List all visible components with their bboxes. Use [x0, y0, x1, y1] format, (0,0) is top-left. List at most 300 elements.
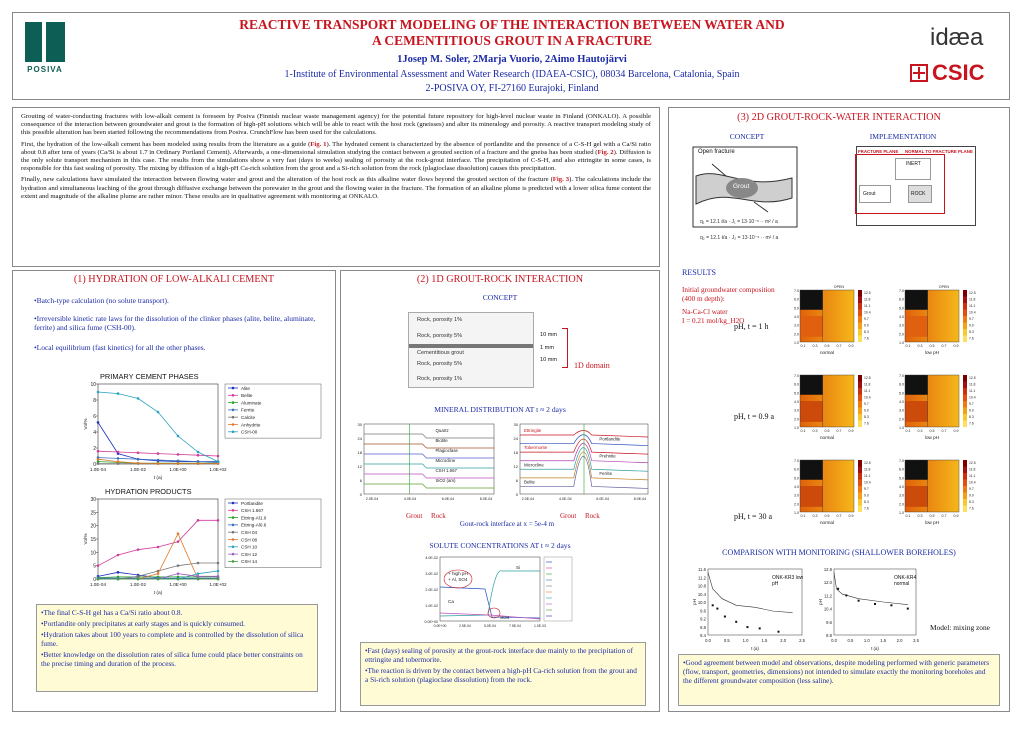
colorbar-label: 11.8	[969, 297, 976, 302]
y-tick-label: 0	[359, 492, 362, 497]
intro-panel	[12, 107, 660, 267]
data-point	[217, 460, 220, 463]
inert-region	[800, 290, 823, 310]
results-label: RESULTS	[682, 268, 716, 277]
y-tick-label: 6.0	[899, 382, 904, 387]
ph-map-3-1	[790, 452, 878, 532]
x-tick-label: 8.0E-04	[633, 497, 647, 501]
mon1-label: ONK-KR3 low pH	[772, 575, 804, 587]
y-tick-label: 5.0	[794, 306, 799, 311]
data-point	[217, 519, 220, 522]
data-point	[97, 450, 100, 453]
y-tick-label: 9.2	[700, 616, 706, 622]
layer-rock-5b: Rock, porosity 5%	[417, 361, 463, 367]
x-tick-label: 5.0E-04	[484, 624, 496, 628]
x-tick-label: 2.0E-04	[521, 497, 535, 501]
chart1-title: PRIMARY CEMENT PHASES	[100, 372, 199, 381]
data-point	[197, 454, 200, 457]
y-tick-label: 4.0	[794, 400, 799, 404]
section2-concept-label: CONCEPT	[482, 293, 518, 302]
affiliation-1: 1-Institute of Environmental Assessment and Water Research (IDAEA-CSIC), 08034 Barcelona, Catalonia, Spain	[284, 69, 740, 80]
impl-red-frame	[855, 154, 945, 214]
colorbar-cell	[963, 329, 967, 336]
x-tick-label: 0.0E+00	[433, 624, 447, 628]
initial-gw-label: Initial groundwater composition (400 m depth):	[682, 286, 775, 303]
data-point	[137, 452, 140, 455]
colorbar-label: 10.4	[864, 395, 871, 400]
legend-marker	[232, 546, 235, 549]
time-label-2: pH, t = 0.9 a	[734, 412, 775, 421]
impl-grout-label: Grout	[863, 191, 876, 197]
section1-note-2: •Portlandite only precipitates at early stages and is quickly consumed.	[41, 619, 245, 628]
model-label: Model: mixing zone	[930, 623, 990, 632]
y-tick-label: 30	[513, 422, 518, 427]
observation-point	[759, 627, 761, 629]
chart-primary-cement	[82, 380, 322, 482]
colorbar-label: 9.0	[969, 323, 974, 328]
x-tick-label: 0.3	[917, 344, 923, 348]
colorbar-cell	[858, 388, 862, 395]
data-point	[217, 562, 220, 565]
colorbar-label: 10.4	[969, 480, 976, 485]
intro-paragraph-3: Finally, new calculations have simulated the interaction between flowing water and grout and the alteration of the host rock as this alkaline water flows beyond the grouted section of the fracture (Fig. 3). The calculations include the hydration and simultaneous leaching of the grout through diffusive exchange between the porewater in the grout and the flowing water in the fracture. The formation of an alkaline plume is predicted with a lower silica fume content the extent and magnitude of the alkaline plume are rather minor. These results are in qualitative agreement with monitoring at ONKALO.	[21, 176, 651, 200]
grout-region	[800, 316, 823, 337]
inert-region	[800, 460, 823, 480]
grout-region	[800, 486, 823, 507]
y-tick-label: 1.0E-02	[425, 604, 438, 608]
colorbar-label: 8.3	[864, 415, 869, 419]
data-point	[217, 575, 220, 578]
x-tick-label: 0.5	[929, 344, 935, 348]
y-tick-label: 2.0	[794, 332, 799, 337]
colorbar-label: 8.3	[864, 500, 869, 504]
data-point	[157, 459, 160, 462]
x-tick-label: 0.3	[812, 514, 818, 518]
section1-note-1: •The final C-S-H gel has a Ca/Si ratio about 0.8.	[41, 608, 183, 617]
legend-marker	[232, 431, 235, 434]
ph-map-3-2	[895, 452, 983, 532]
authors: 1Josep M. Soler, 2Marja Vuorio, 2Aimo Hautojärvi	[397, 54, 627, 65]
legend-marker	[232, 502, 235, 505]
x-tick-label: 0.1	[905, 429, 911, 433]
csic-emblem-icon	[910, 64, 928, 82]
colorbar-cell	[963, 486, 967, 493]
x-tick-label: 0.5	[929, 514, 935, 518]
colorbar-label: 11.8	[864, 467, 871, 472]
y-tick-label: 4.0	[794, 315, 799, 319]
colorbar-cell	[858, 323, 862, 330]
data-point	[157, 462, 160, 465]
data-point	[137, 462, 140, 465]
colorbar-label: 8.3	[969, 330, 974, 334]
data-point	[97, 564, 100, 567]
colorbar-label: 7.6	[864, 421, 869, 426]
curve-label: Portlandite	[599, 436, 621, 442]
colorbar-cell	[858, 375, 862, 382]
legend-label: Belite	[241, 393, 253, 399]
x-tick-label: 0.9	[953, 344, 959, 348]
column-label: normal	[819, 350, 835, 355]
chart-hydration-products	[82, 495, 322, 597]
y-tick-label: 3.0E-02	[425, 572, 438, 576]
impl-rock-label: ROCK	[911, 191, 926, 197]
intro-paragraph-1: Grouting of water-conducting fractures with low-alkali cement is foreseen by Posiva (Finnish nuclear waste management agency) for the potential future repository for high-level nuclear waste in Finland (ONKALO). A possible consequence of the interaction between groundwater and grout is the formation of high-pH solutions which will be able to react with the host rock (gneisses) and alter its mineralogy and porosity. A reactive transport modeling study of this possible alteration has been started following the recommendations from Posiva. CrunchFlow has been used for the calculations.	[21, 113, 651, 137]
colorbar-cell	[858, 499, 862, 506]
y-tick-label: 8.8	[700, 624, 706, 630]
colorbar-cell	[963, 414, 967, 421]
y-tick-label: 30	[357, 422, 362, 427]
x-tick-label: 7.5E-04	[509, 624, 521, 628]
colorbar-cell	[963, 401, 967, 408]
dim-top: 10 mm	[540, 332, 558, 338]
domain-label: 1D domain	[574, 361, 610, 370]
data-point	[177, 460, 180, 463]
y-tick-label: 7.0	[794, 459, 799, 463]
section3-note	[678, 654, 1000, 706]
colorbar-cell	[963, 499, 967, 506]
colorbar-label: 7.6	[969, 506, 974, 511]
data-point	[177, 462, 180, 465]
x-tick-label: 2.5E-04	[459, 624, 471, 628]
data-point	[217, 570, 220, 573]
legend-marker	[232, 509, 235, 512]
data-point	[197, 575, 200, 578]
colorbar-cell	[963, 375, 967, 382]
colorbar-cell	[963, 460, 967, 467]
legend-marker	[232, 524, 235, 527]
x-tick-label: 0.5	[824, 514, 830, 518]
x-tick-label: 0.7	[836, 514, 842, 518]
column-label: normal	[819, 520, 835, 525]
x-tick-label: 2.0E-04	[365, 497, 379, 501]
data-point	[137, 548, 140, 551]
colorbar-cell	[858, 329, 862, 336]
colorbar-label: 8.3	[969, 500, 974, 504]
y-tick-label: 0	[93, 462, 96, 468]
y-tick-label: 8.4	[700, 633, 706, 638]
data-point	[97, 458, 100, 461]
layer-grout: Cementitious grout	[417, 350, 464, 356]
colorbar-cell	[858, 290, 862, 297]
colorbar-cell	[963, 290, 967, 297]
y-tick-label: 5.0	[899, 306, 904, 311]
x-tick-label: 4.0E-04	[559, 497, 572, 501]
data-point	[177, 540, 180, 543]
y-tick-label: 18	[513, 450, 518, 455]
colorbar-label: 9.7	[969, 317, 974, 321]
y-tick-label: 6	[515, 478, 518, 483]
x-tick-label: 0.0	[705, 638, 711, 643]
legend-label: CSH 12	[241, 551, 258, 557]
legend-marker	[232, 416, 235, 419]
x-tick-label: 1.0E-04	[89, 467, 107, 472]
data-point	[197, 519, 200, 522]
y-tick-label: 1.0	[899, 511, 904, 515]
colorbar-label: 7.6	[969, 421, 974, 426]
data-point	[117, 451, 120, 454]
section2-notes	[360, 642, 646, 706]
y-tick-label: 3.0	[794, 408, 799, 413]
colorbar-cell	[858, 408, 862, 415]
mineral-chart-right	[506, 420, 654, 508]
colorbar-cell	[963, 303, 967, 310]
grout-label-2: Grout	[560, 512, 577, 520]
colorbar-label: 10.4	[969, 310, 976, 315]
y-tick-label: 11.6	[698, 567, 706, 572]
plot-frame	[440, 557, 540, 621]
mineral-chart-left	[350, 420, 500, 508]
fig3-ref: Fig. 3	[552, 176, 570, 184]
y-tick-label: 2.0	[899, 332, 904, 337]
layer-rock-1b: Rock, porosity 1%	[417, 376, 463, 382]
y-tick-label: 5.0	[899, 391, 904, 396]
colorbar-cell	[963, 382, 967, 389]
x-tick-label: 8.0E-04	[479, 497, 493, 501]
x-tick-label: 0.7	[941, 429, 947, 433]
data-point	[177, 453, 180, 456]
x-tick-label: 0.1	[905, 514, 911, 518]
x-tick-label: 0.9	[953, 429, 959, 433]
legend-marker	[232, 553, 235, 556]
x-tick-label: 0.5	[847, 638, 854, 643]
colorbar-cell	[858, 336, 862, 343]
legend-marker	[232, 394, 235, 397]
inert-region	[905, 375, 928, 395]
curve-label: CSH 1.667	[435, 468, 457, 473]
colorbar-label: 12.5	[864, 461, 871, 465]
x-tick-label: 1.0E+00	[169, 467, 187, 472]
rock-label-2: Rock	[585, 512, 600, 520]
x-tick-label: 4.0E-04	[403, 497, 417, 501]
colorbar-label: 11.1	[864, 474, 871, 478]
y-tick-label: 3.0	[794, 493, 799, 498]
section3-note-1: •Good agreement between model and observations, despite modeling performed with generic parameters (flow, transport, geometries, dimensions) not intended to simulate exactly the monitoring boreholes and the different groundwater composition (less saline).	[683, 658, 990, 685]
section2-title: (2) 1D GROUT-ROCK INTERACTION	[416, 274, 584, 285]
colorbar-label: 9.7	[969, 487, 974, 491]
data-point	[177, 532, 180, 535]
data-point	[157, 572, 160, 575]
dim-bottom: 10 mm	[540, 357, 558, 363]
impl-inert-label: INERT	[906, 161, 921, 167]
x-tick-label: 1.0E-03	[534, 624, 546, 628]
plot-frame	[364, 424, 494, 494]
x-tick-label: 0.3	[917, 429, 923, 433]
colorbar-label: 12.5	[969, 376, 976, 380]
legend-label: Calcite	[241, 415, 256, 420]
colorbar-label: 11.1	[864, 389, 871, 393]
curve-label: Ettringite	[524, 428, 542, 433]
y-tick-label: 5	[93, 563, 96, 570]
data-point	[117, 457, 120, 460]
posiva-logo-text: POSIVA	[27, 65, 63, 74]
posiva-logo-mark	[25, 22, 65, 62]
colorbar-cell	[858, 506, 862, 513]
legend-box	[225, 499, 321, 568]
x-tick-label: 1.0E+02	[209, 582, 227, 587]
legend-label: Ferrite	[241, 407, 255, 413]
section3-title: (3) 2D GROUT-ROCK-WATER INTERACTION	[737, 112, 941, 123]
y-axis-label: pH	[692, 599, 697, 605]
impl-normal-label: NORMAL TO FRACTURE PLANE	[905, 149, 973, 154]
y-tick-label: 10.0	[697, 600, 706, 605]
data-point	[217, 455, 220, 458]
mon2-label: ONK-KR4 normal	[894, 575, 917, 587]
y-tick-label: 1.0	[794, 426, 799, 430]
x-tick-label: 0.7	[836, 429, 842, 433]
open-fracture-label: Open fracture	[698, 149, 735, 155]
colorbar-cell	[858, 480, 862, 487]
colorbar-label: 9.0	[969, 493, 974, 498]
observation-point	[712, 604, 714, 606]
x-tick-label: 1.0	[742, 638, 749, 643]
colorbar-cell	[858, 467, 862, 474]
legend-marker	[232, 423, 235, 426]
legend-label: Ettring-Al0.6	[241, 522, 267, 528]
colorbar-label: 9.7	[864, 487, 869, 491]
poster-title-line2: A CEMENTITIOUS GROUT IN A FRACTURE	[372, 33, 652, 48]
y-tick-label: 2.0	[794, 417, 799, 422]
y-tick-label: 11.2	[698, 575, 706, 581]
y-tick-label: 5.0	[794, 476, 799, 481]
colorbar-label: 10.4	[864, 480, 871, 485]
data-point	[137, 575, 140, 578]
colorbar-cell	[963, 310, 967, 317]
x-tick-label: 0.3	[812, 429, 818, 433]
y-tick-label: 10	[90, 382, 96, 388]
grout-region	[905, 486, 928, 507]
y-tick-label: 30	[90, 497, 96, 503]
colorbar-cell	[858, 414, 862, 421]
data-point	[177, 564, 180, 567]
grout-region	[905, 316, 928, 337]
data-point	[157, 452, 160, 455]
observation-point	[837, 588, 839, 590]
y-tick-label: 12.8	[823, 567, 832, 572]
x-tick-label: 0.9	[848, 514, 854, 518]
data-point	[217, 578, 220, 581]
x-axis-label: t (a)	[871, 646, 879, 651]
y-tick-label: 10.4	[697, 591, 706, 597]
x-tick-label: 1.0E+02	[209, 467, 227, 472]
section1-bullet-1: •Batch-type calculation (no solute transport).	[34, 296, 169, 305]
data-point	[137, 458, 140, 461]
ph-map-1-1	[790, 282, 878, 362]
colorbar-label: 7.6	[864, 506, 869, 511]
curve-label: Tobermorite	[524, 445, 548, 451]
x-tick-label: 1.0E+00	[169, 582, 187, 587]
y-tick-label: 7.0	[899, 459, 904, 463]
column-label: low pH	[924, 435, 940, 440]
observation-point	[746, 626, 748, 628]
y-tick-label: 8	[93, 398, 96, 404]
solute-label: + Al, SO4	[448, 577, 468, 582]
legend-marker	[232, 387, 235, 390]
curve-label: Prehnite	[599, 453, 616, 459]
observation-point	[735, 621, 737, 623]
y-tick-label: 20	[90, 523, 96, 530]
y-tick-label: 7.0	[794, 289, 799, 293]
data-point	[157, 411, 160, 414]
colorbar-cell	[858, 382, 862, 389]
colorbar-cell	[963, 467, 967, 474]
x-tick-label: 0.1	[800, 344, 806, 348]
colorbar-label: 7.6	[864, 336, 869, 341]
curve-label: Microcline	[435, 458, 456, 463]
colorbar-cell	[963, 421, 967, 428]
colorbar-label: 9.0	[864, 323, 869, 328]
legend-label: Ettring-Al1.0	[241, 515, 267, 521]
x-tick-label: 0.1	[905, 344, 911, 348]
y-tick-label: 9.6	[700, 608, 706, 614]
colorbar-cell	[963, 493, 967, 500]
legend-label: Anhydrite	[241, 422, 261, 428]
gw-comp-2: I = 0.21 mol/kg_H2O	[682, 317, 745, 325]
data-point	[97, 391, 100, 394]
fig1-ref: Fig. 1	[310, 140, 327, 148]
x-tick-label: 0.5	[824, 429, 830, 433]
data-point	[197, 462, 200, 465]
y-tick-label: 2.0	[794, 502, 799, 507]
observation-point	[778, 631, 780, 633]
x-tick-label: 0.1	[800, 514, 806, 518]
x-axis-label: t (a)	[153, 591, 163, 596]
colorbar-cell	[963, 395, 967, 402]
colorbar-label: 10.4	[969, 395, 976, 400]
ph-map-2-1	[790, 367, 878, 447]
legend-marker	[232, 401, 235, 404]
column-label: normal	[819, 435, 835, 440]
data-point	[177, 578, 180, 581]
x-tick-label: 1.0	[863, 638, 870, 643]
colorbar-label: 9.7	[864, 402, 869, 406]
posiva-logo	[22, 22, 68, 88]
colorbar-label: 11.8	[969, 467, 976, 472]
csic-text: CSIC	[932, 60, 985, 85]
colorbar-label: 10.4	[864, 310, 871, 315]
colorbar-cell	[858, 310, 862, 317]
solute-chart	[424, 553, 574, 635]
y-axis-label: Vol%	[84, 418, 89, 430]
dim-mid: 1 mm	[540, 345, 554, 351]
x-tick-label: 6.0E-04	[441, 497, 455, 501]
data-point	[177, 572, 180, 575]
x-tick-label: 0.9	[848, 429, 854, 433]
layer-rock-1a: Rock, porosity 1%	[417, 317, 463, 323]
observation-point	[724, 616, 726, 618]
colorbar-cell	[963, 323, 967, 330]
colorbar-label: 11.1	[864, 304, 871, 308]
colorbar-cell	[858, 473, 862, 480]
colorbar-label: 9.0	[864, 408, 869, 413]
x-tick-label: 6.0E-04	[596, 497, 609, 501]
inert-region	[905, 460, 928, 480]
observation-point	[845, 594, 847, 596]
data-point	[197, 572, 200, 575]
colorbar-label: 7.6	[969, 336, 974, 341]
csic-logo	[910, 60, 985, 86]
intro-paragraph-2: First, the hydration of the low-alkali cement has been modeled using results from the literature as a guide (Fig. 1). The hydrated cement is characterized by the absence of portlandite and the presence of a C-S-H gel with a Ca/Si ratio about 0.8 after tens of years (Ca/Si is about 1.7 in Ordinary Portland Cement). Afterwards, a one-dimensional simulation studying the contact between a grouted section of a fracture and the gneiss has been studied (Fig. 2). Diffusion is the only solute transport mechanism in this case. The results from the simulations show a very fast (days to weeks) sealing of porosity at the rock-grout interface. The precipitation of C-S-H, and also ettringite in some cases, is responsible for this fast sealing of porosity. The mixing by diffusion of a high-pH Ca-rich solution from the grout and a Si-rich solution from the rock (plagioclase dissolution) causes this precipitation.	[21, 140, 652, 173]
legend-label: Aluminate	[241, 400, 262, 406]
grout-region	[800, 401, 823, 422]
x-tick-label: 2.5	[913, 638, 919, 643]
poster-title-line1: REACTIVE TRANSPORT MODELING OF THE INTERACTION BETWEEN WATER AND	[239, 17, 785, 32]
x-tick-label: 1.0E-02	[129, 467, 147, 472]
legend-marker	[232, 560, 235, 563]
data-point	[137, 397, 140, 400]
solute-label: Si	[516, 565, 521, 570]
inert-region	[800, 375, 823, 395]
colorbar-cell	[858, 395, 862, 402]
